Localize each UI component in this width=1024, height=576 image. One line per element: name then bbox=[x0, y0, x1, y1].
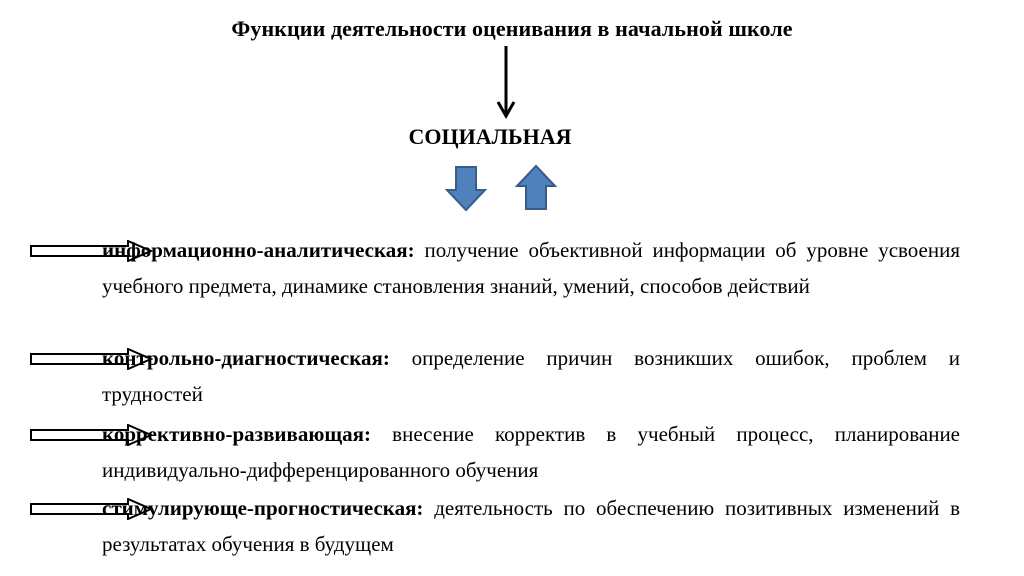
block-arrow-up-icon bbox=[515, 164, 557, 210]
block-arrow-down-icon bbox=[445, 166, 487, 212]
function-name: информационно-аналитическая: bbox=[102, 238, 415, 262]
function-item-text bbox=[102, 340, 960, 412]
function-description: получение объективной информации об уровне усвоения учебного предмета, динамике становления знаний, умений, способов действий bbox=[102, 238, 961, 298]
function-name: стимулирующе-прогностическая: bbox=[102, 496, 424, 520]
function-name: коррективно-развивающая: bbox=[102, 422, 371, 446]
function-item-text bbox=[102, 416, 960, 488]
function-item-text bbox=[102, 490, 960, 562]
function-description: определение причин возникших ошибок, проблем и трудностей bbox=[102, 346, 960, 406]
function-description: деятельность по обеспечению позитивных изменений в результатах обучения в будущем bbox=[102, 496, 961, 556]
social-function-heading: СОЦИАЛЬНАЯ bbox=[408, 124, 572, 149]
function-item-text bbox=[102, 232, 960, 304]
function-description: внесение корректив в учебный процесс, планирование индивидуально-дифференцированного обучения bbox=[102, 422, 961, 482]
function-name: контрольно-диагностическая: bbox=[102, 346, 390, 370]
diagram-title: Функции деятельности оценивания в начальной школе bbox=[231, 16, 793, 41]
arrow-down-icon bbox=[494, 44, 518, 120]
